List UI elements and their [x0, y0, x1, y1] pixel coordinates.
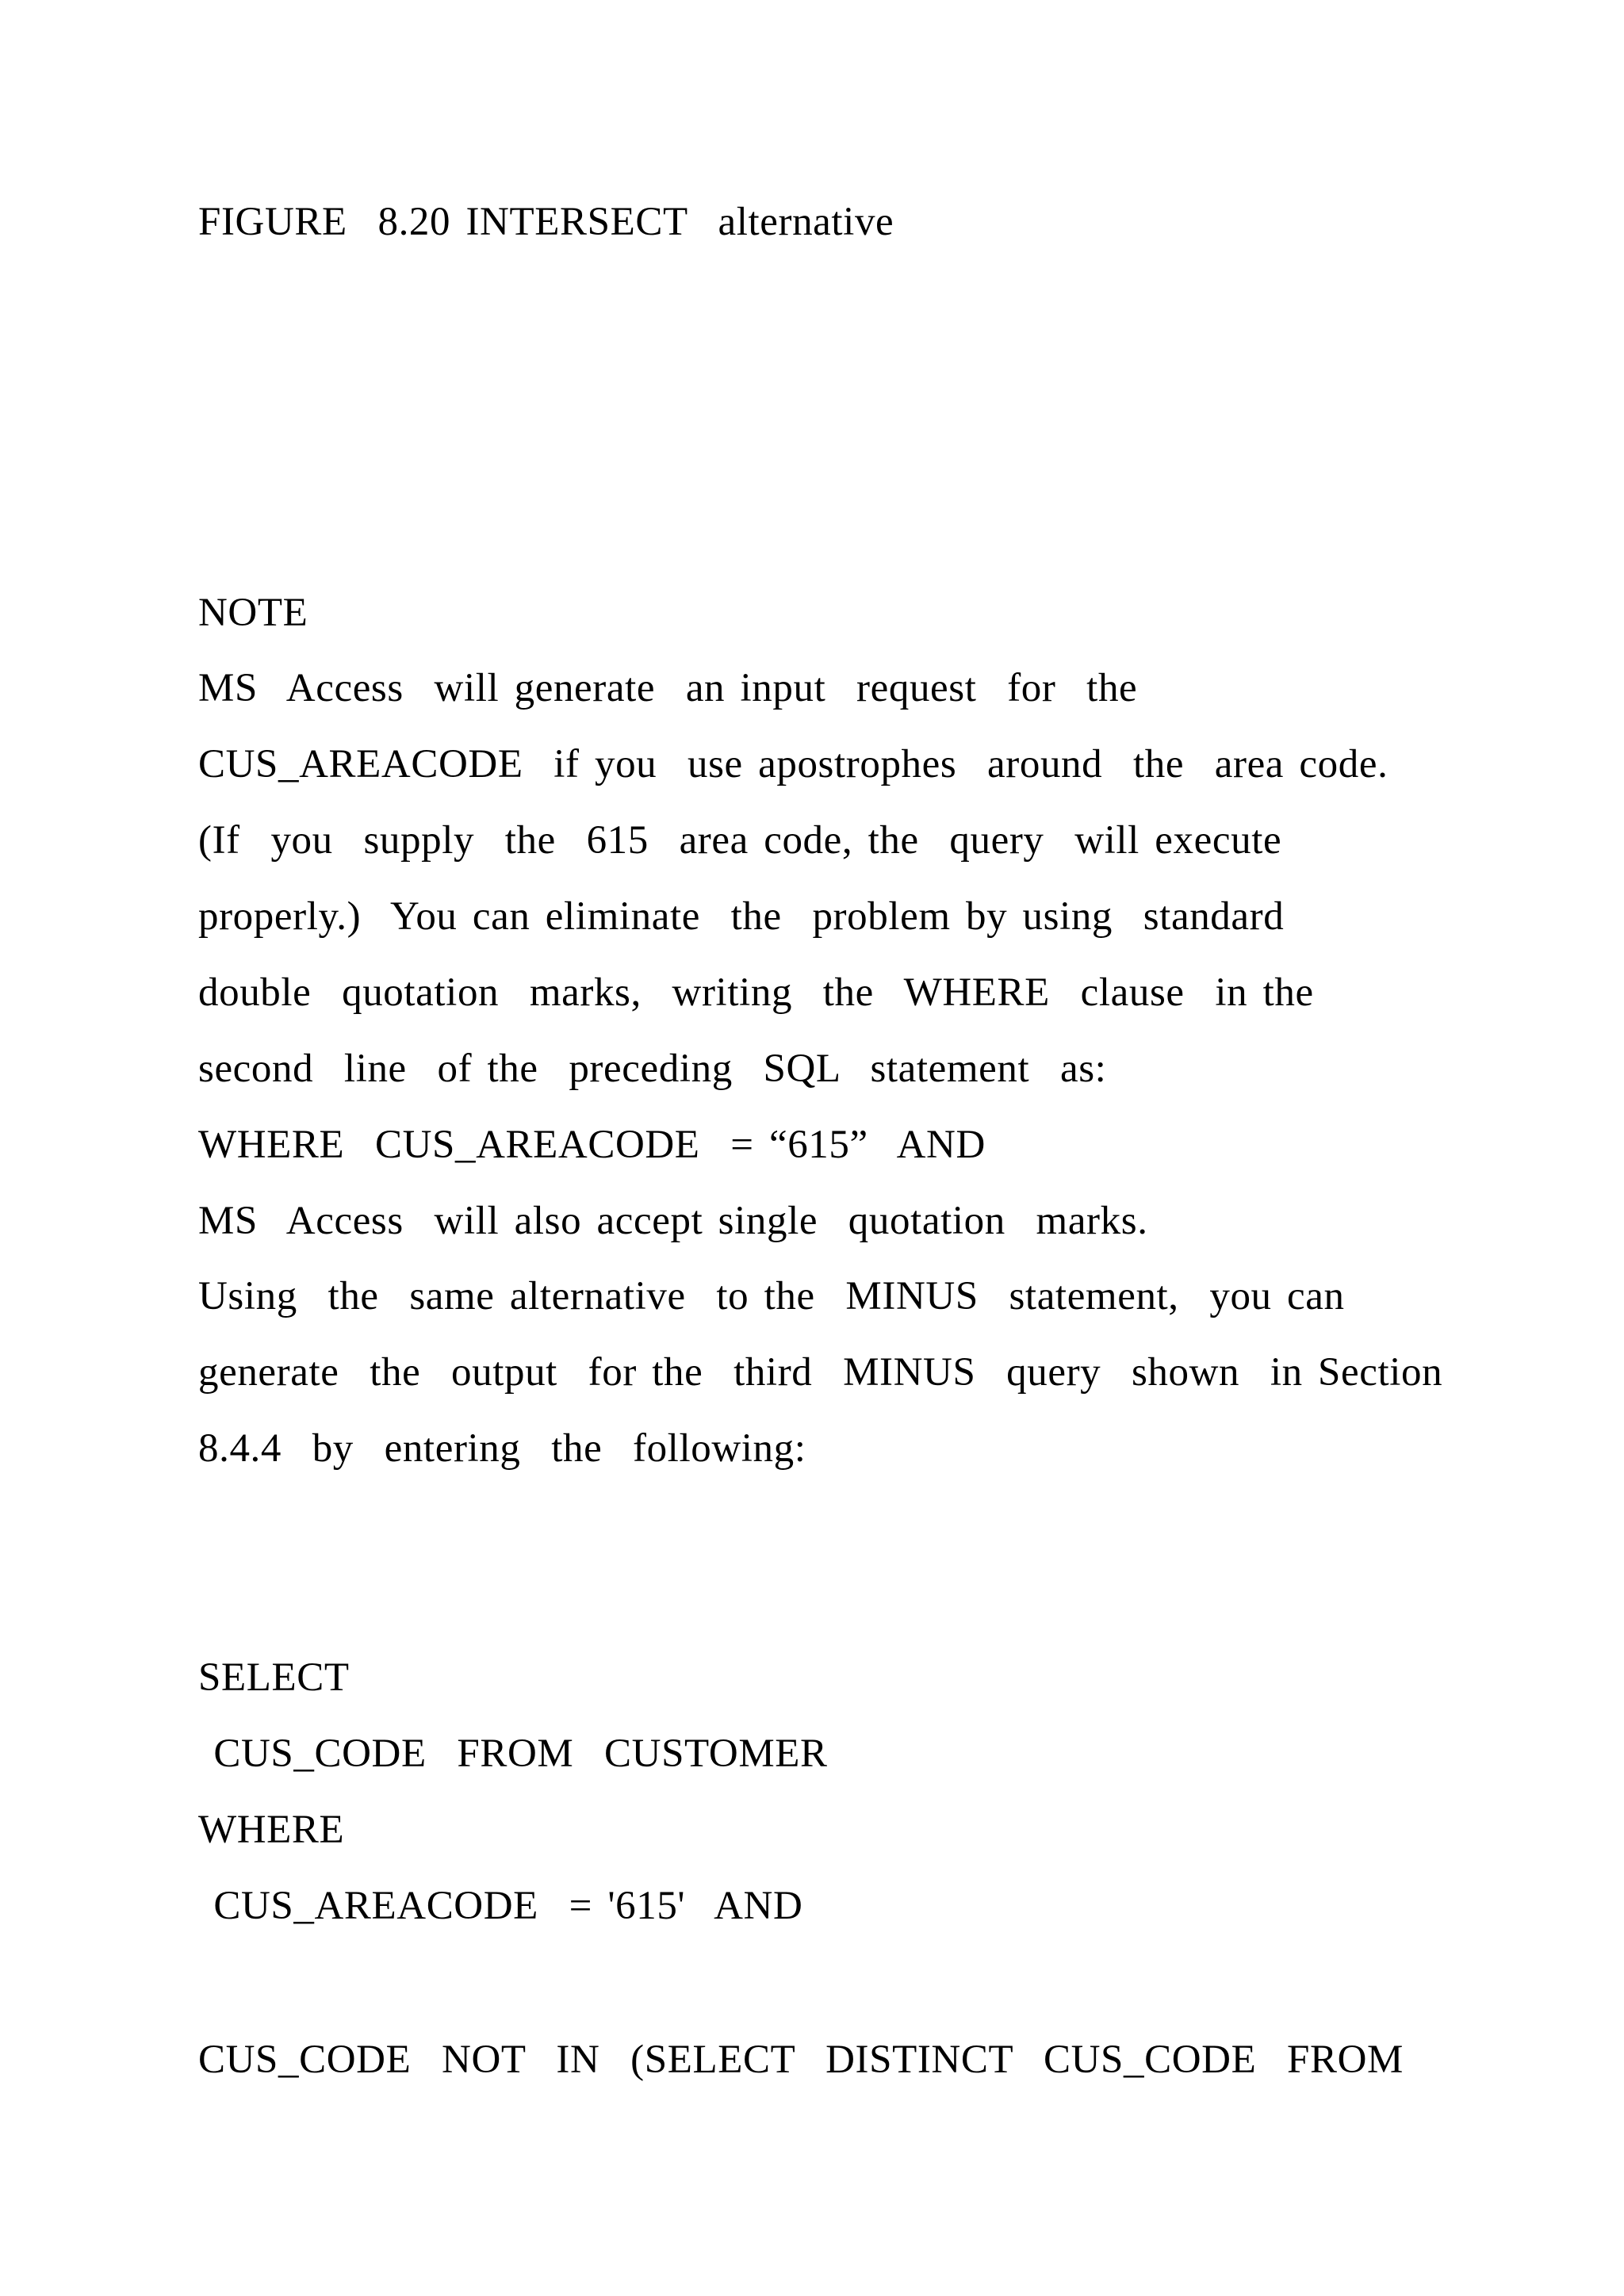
code-line: SELECT	[198, 1655, 350, 1700]
note-heading: NOTE	[198, 591, 308, 635]
note-line: MS Access will also accept single quotation marks.	[198, 1199, 1148, 1243]
code-line: CUS_AREACODE = '615' AND	[198, 1884, 803, 1928]
note-line: double quotation marks, writing the WHERE clause in the	[198, 970, 1314, 1015]
code-line: WHERE	[198, 1808, 345, 1852]
code-line: CUS_CODE FROM CUSTOMER	[198, 1732, 828, 1776]
note-line: MS Access will generate an input request for the	[198, 666, 1138, 710]
body-line: 8.4.4 by entering the following:	[198, 1426, 806, 1471]
note-line: (If you supply the 615 area code, the query will execute	[198, 818, 1282, 863]
body-line: generate the output for the third MINUS query shown in Section	[198, 1350, 1443, 1395]
note-line: second line of the preceding SQL statement as:	[198, 1047, 1107, 1091]
note-line: WHERE CUS_AREACODE = “615” AND	[198, 1123, 986, 1167]
note-line: CUS_AREACODE if you use apostrophes around the area code.	[198, 742, 1388, 786]
code-line: CUS_CODE NOT IN (SELECT DISTINCT CUS_CODE FROM	[198, 2038, 1404, 2082]
note-line: properly.) You can eliminate the problem by using standard	[198, 894, 1285, 939]
body-line: Using the same alternative to the MINUS statement, you can	[198, 1274, 1345, 1318]
figure-caption: FIGURE 8.20 INTERSECT alternative	[198, 200, 894, 244]
